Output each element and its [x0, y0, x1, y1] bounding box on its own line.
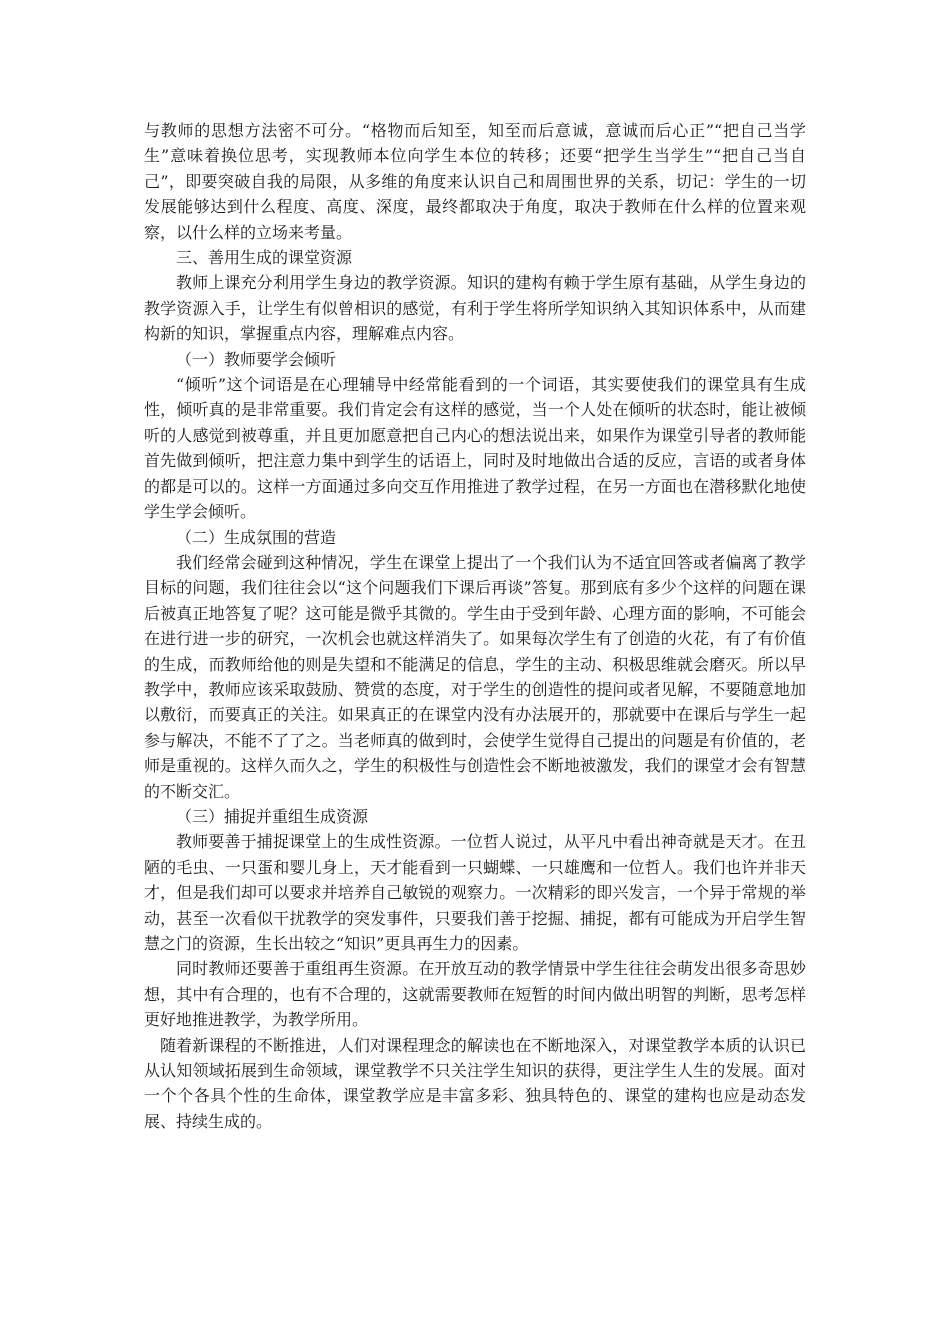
subsection-heading: （二）生成氛围的营造 — [176, 527, 337, 547]
paragraph: 同时教师还要善于重组再生资源。在开放互动的教学情景中学生往往会萌发出很多奇思妙想，其中有合理的，也有不合理的，这就需要教师在短暂的时间内做出明智的判断，思考怎样更好地推进教学，为教学所用。 — [144, 959, 806, 1030]
paragraph-continuation: 与教师的思想方法密不可分。“格物而后知至，知至而后意诚，意诚而后心正”“把自己当学生”意味着换位思考，实现教师本位向学生本位的转移；还要“把学生当学生”“把自己当自己”，即要突破自我的局限，从多维的角度来认识自己和周围世界的关系，切记：学生的一切发展能够达到什么程度、高度、深度，最终都取决于角度，取决于教师在什么样的位置来观察，以什么样的立场来考量。 — [144, 121, 806, 242]
document-body — [144, 118, 806, 1134]
subsection-heading: （三）捕捉并重组生成资源 — [176, 806, 369, 826]
subsection-heading: （一）教师要学会倾听 — [176, 349, 337, 369]
section-heading: 三、善用生成的课堂资源 — [176, 248, 353, 268]
paragraph: 教师要善于捕捉课堂上的生成性资源。一位哲人说过，从平凡中看出神奇就是天才。在丑陋的毛虫、一只蛋和婴儿身上，天才能看到一只蝴蝶、一只雄鹰和一位哲人。我们也许并非天才，但是我们却可以要求并培养自己敏锐的观察力。一次精彩的即兴发言，一个异于常规的举动，甚至一次看似干扰教学的突发事件，只要我们善于挖掘、捕捉，都有可能成为开启学生智慧之门的资源，生长出较之“知识”更具再生力的因素。 — [144, 832, 806, 953]
paragraph: “倾听”这个词语是在心理辅导中经常能看到的一个词语，其实要使我们的课堂具有生成性，倾听真的是非常重要。我们肯定会有这样的感觉，当一个人处在倾听的状态时，能让被倾听的人感觉到被尊重，并且更加愿意把自己内心的想法说出来，如果作为课堂引导者的教师能首先做到倾听，把注意力集中到学生的话语上，同时及时地做出合适的反应，言语的或者身体的都是可以的。这样一方面通过多向交互作用推进了教学过程，在另一方面也在潜移默化地使学生学会倾听。 — [144, 375, 806, 522]
paragraph: 我们经常会碰到这种情况，学生在课堂上提出了一个我们认为不适宜回答或者偏离了教学目标的问题，我们往往会以“这个问题我们下课后再谈”答复。那到底有多少个这样的问题在课后被真正地答复了呢？这可能是微乎其微的。学生由于受到年龄、心理方面的影响，不可能会在进行进一步的研究，一次机会也就这样消失了。如果每次学生有了创造的火花，有了有价值的生成，而教师给他的则是失望和不能满足的信息，学生的主动、积极思维就会磨灭。所以早教学中，教师应该采取鼓励、赞赏的态度，对于学生的创造性的提问或者见解，不要随意地加以敷衍，而要真正的关注。如果真正的在课堂内没有办法展开的，那就要中在课后与学生一起参与解决，不能不了了之。当老师真的做到时，会使学生觉得自己提出的问题是有价值的，老师是重视的。这样久而久之，学生的积极性与创造性会不断地被激发，我们的课堂才会有智慧的不断交汇。 — [144, 552, 806, 801]
paragraph: 教师上课充分利用学生身边的教学资源。知识的建构有赖于学生原有基础，从学生身边的教学资源入手，让学生有似曾相识的感觉，有利于学生将所学知识纳入其知识体系中，从而建构新的知识，掌握重点内容，理解难点内容。 — [144, 273, 806, 344]
paragraph: 随着新课程的不断推进，人们对课程理念的解读也在不断地深入，对课堂教学本质的认识已从认知领域拓展到生命领域，课堂教学不只关注学生知识的获得，更注学生人生的发展。面对一个个各具个性的生命体，课堂教学应是丰富多彩、独具特色的、课堂的建构也应是动态发展、持续生成的。 — [144, 1035, 806, 1131]
